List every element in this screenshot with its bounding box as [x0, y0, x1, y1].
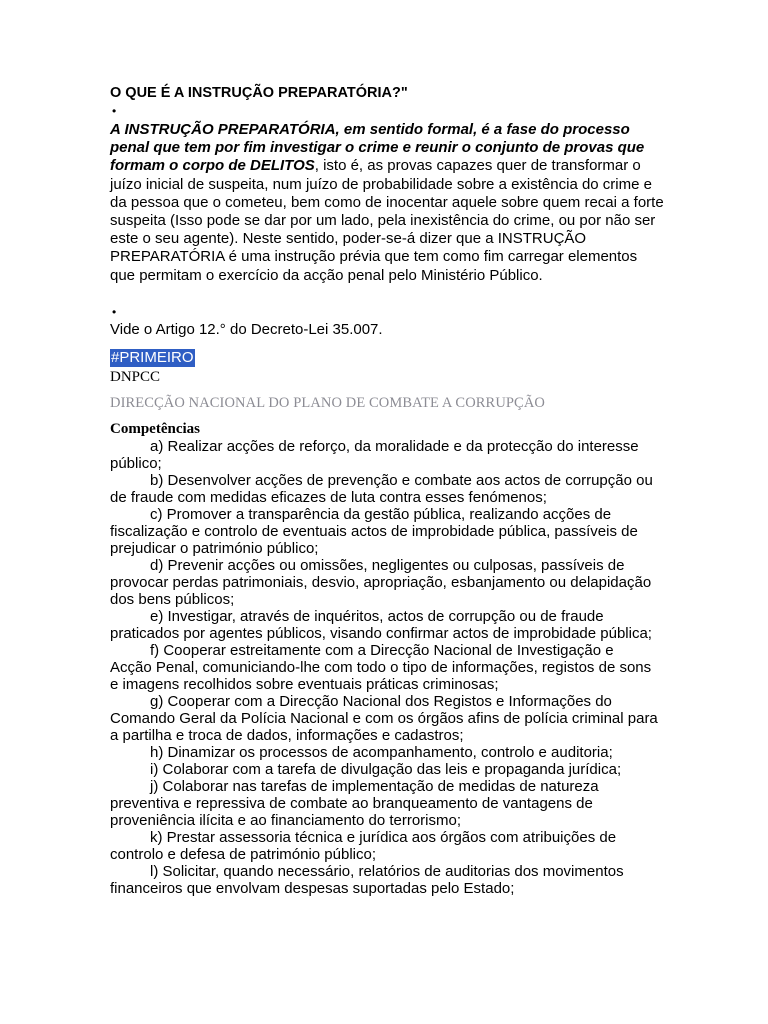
list-item: l) Solicitar, quando necessário, relatórios de auditorias dos movimentos financeiros que envolvam despesas suportadas pelo Estado; — [110, 863, 624, 897]
intro-bold-text: A INSTRUÇÃO PREPARATÓRIA, em sentido formal, é a fase do processo penal que tem por fim investigar o crime e reunir o conjunto de provas que formam o corpo de DELITOS — [110, 121, 645, 175]
acronym: DNPCC — [110, 369, 161, 385]
competencias-list — [110, 438, 658, 897]
list-item: j) Colaborar nas tarefas de implementação de medidas de natureza preventiva e repressiva de combate ao branqueamento de vantagens de proveniência ilícita e ao financiamento do terrorismo; — [110, 778, 599, 829]
list-item: f) Cooperar estreitamente com a Direcção Nacional de Investigação e Acção Penal, comuniciando-lhe com todo o tipo de informações, registos de sons e imagens recolhidos sobre eventuais práticas criminosas; — [110, 642, 652, 693]
highlighted-tag[interactable]: #PRIMEIRO — [111, 349, 194, 366]
acronym-expansion: DIRECÇÃO NACIONAL DO PLANO DE COMBATE A CORRUPÇÃO — [110, 395, 545, 411]
competencias-heading: Competências — [110, 421, 200, 437]
list-item: a) Realizar acções de reforço, da moralidade e da protecção do interesse público; — [110, 438, 639, 472]
list-item: g) Cooperar com a Direcção Nacional dos Registos e Informações do Comando Geral da Polícia Nacional e com os órgãos afins de polícia criminal para a partilha e troca de dados, informações e cadastros; — [110, 693, 658, 744]
list-item: e) Investigar, através de inquéritos, actos de corrupção ou de fraude praticados por agentes públicos, visando confirmar actos de improbidade pública; — [110, 608, 652, 642]
list-item: c) Promover a transparência da gestão pública, realizando acções de fiscalização e controlo de eventuais actos de improbidade pública, passíveis de prejudicar o património público; — [110, 506, 638, 557]
bullet-marker: • — [112, 305, 117, 319]
list-item: h) Dinamizar os processos de acompanhamento, controlo e auditoria; — [150, 744, 613, 761]
list-item: k) Prestar assessoria técnica e jurídica aos órgãos com atribuições de controlo e defesa de património público; — [110, 829, 617, 863]
list-item: b) Desenvolver acções de prevenção e combate aos actos de corrupção ou de fraude com medidas eficazes de luta contra esses fenómenos; — [110, 472, 653, 506]
intro-paragraph — [110, 121, 665, 285]
intro-text: , isto é, as provas capazes quer de transformar o juízo inicial de suspeita, num juízo de probabilidade sobre a existência do crime e da pessoa que o cometeu, bem como de inocentar aquele sobre quem recai a forte suspeita (Isso pode se dar por um lado, pela inexistência do crime, ou por não ser este o seu agente). Neste sentido, poder-se-á dizer que a INSTRUÇÃO PREPARATÓRIA é uma instrução prévia que tem como fim carregar elementos que permitam o exercício da acção penal pelo Ministério Público. — [110, 157, 664, 284]
list-item: i) Colaborar com a tarefa de divulgação das leis e propaganda jurídica; — [150, 761, 622, 778]
document-title: O QUE É A INSTRUÇÃO PREPARATÓRIA?" — [110, 85, 408, 101]
list-item: d) Prevenir acções ou omissões, negligentes ou culposas, passíveis de provocar perdas patrimoniais, desvio, apropriação, esbanjamento ou delapidação dos bens públicos; — [110, 557, 652, 608]
reference-line: Vide o Artigo 12.° do Decreto-Lei 35.007. — [110, 321, 383, 338]
bullet-marker: • — [112, 104, 117, 118]
